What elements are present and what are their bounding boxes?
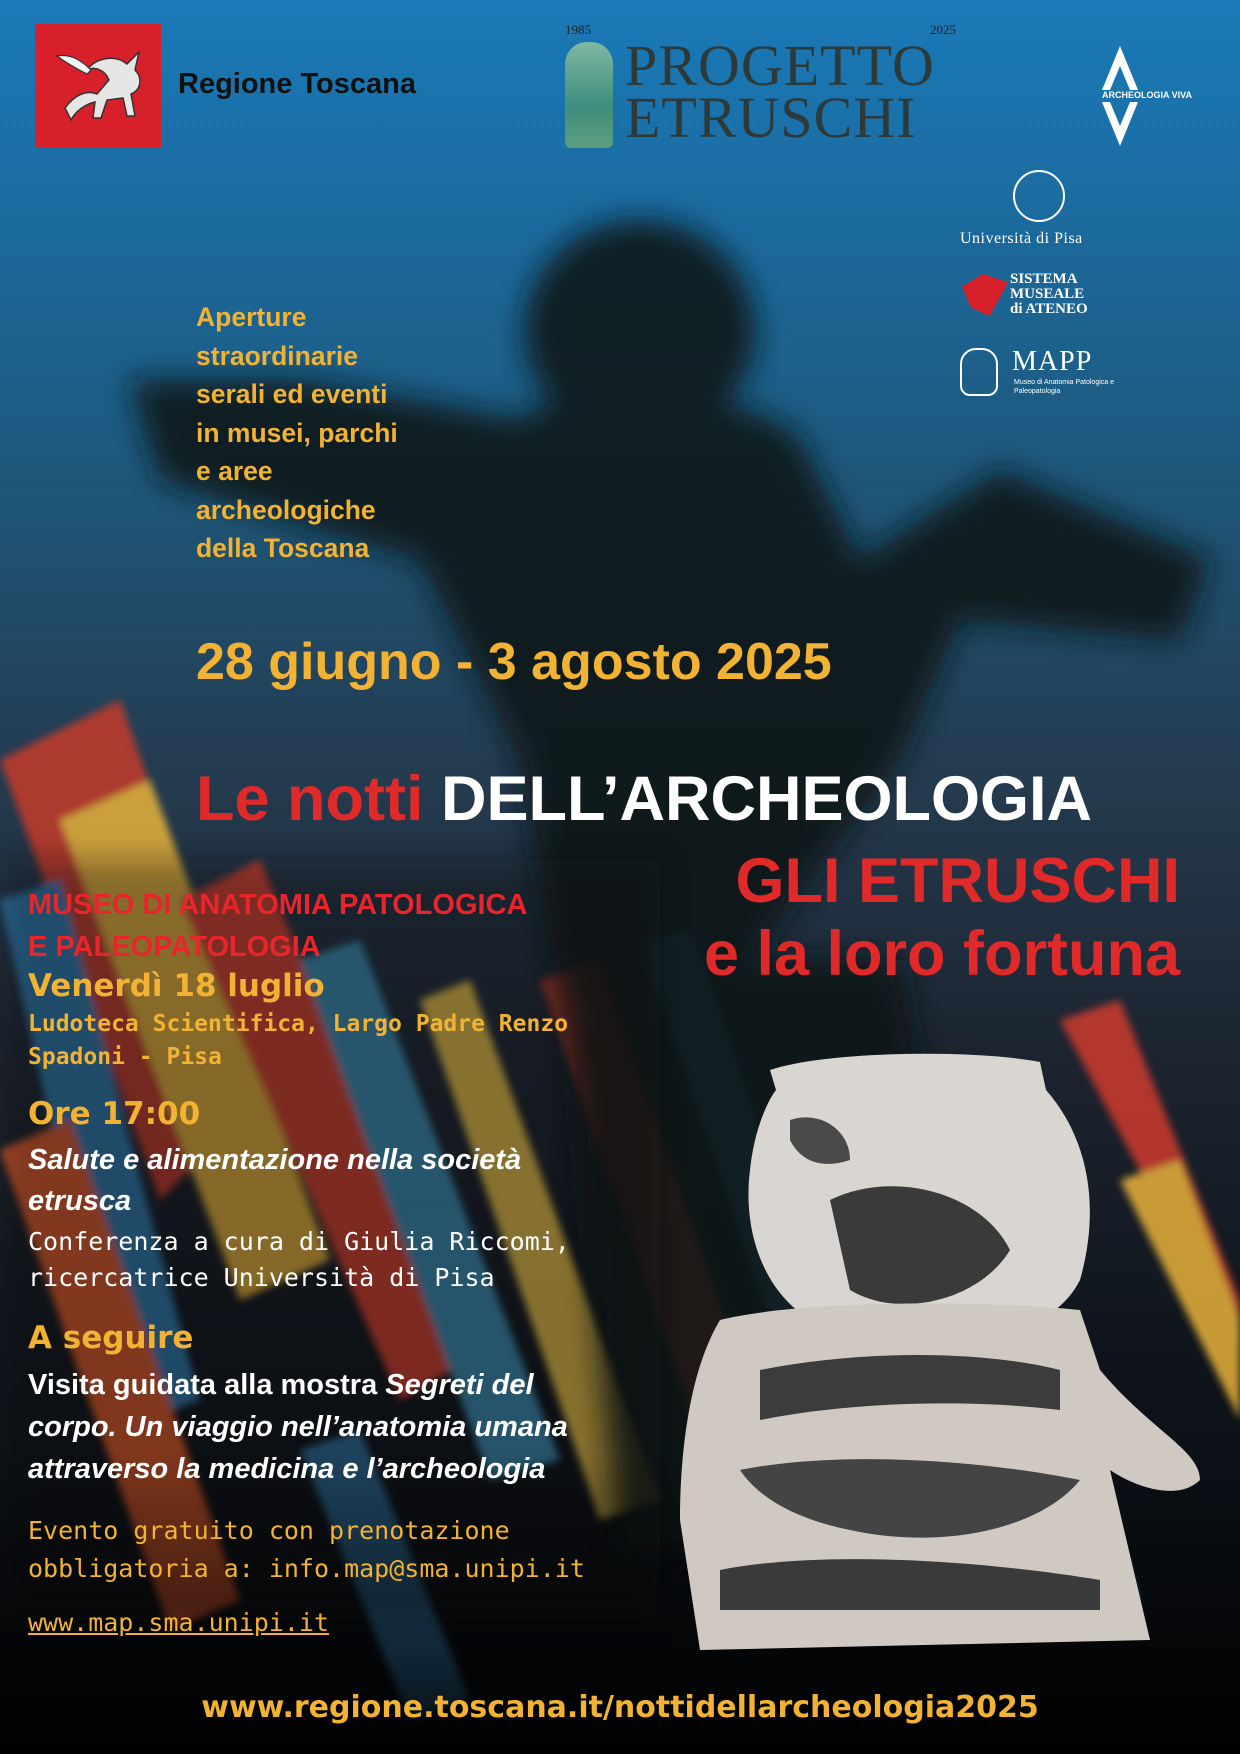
intro-line: della Toscana — [196, 533, 370, 563]
event-dates: 28 giugno - 3 agosto 2025 — [196, 633, 832, 691]
footer-website-link[interactable]: www.regione.toscana.it/nottidellarcheologia2025 — [201, 1690, 1039, 1725]
talk-title — [28, 1140, 521, 1222]
event-day: Venerdì 18 luglio — [28, 968, 325, 1004]
follow-heading: A seguire — [28, 1320, 194, 1356]
event-time: Ore 17:00 — [28, 1096, 201, 1132]
intro-line: Aperture — [196, 302, 307, 332]
talk-line1: Salute e alimentazione nella società — [28, 1144, 522, 1176]
title-line2: GLI ETRUSCHI — [735, 846, 1180, 916]
visit-title-2: corpo. Un viaggio nell’anatomia umana — [28, 1411, 568, 1443]
intro-line: serali ed eventi — [196, 379, 388, 409]
etruscan-statue-icon — [565, 42, 613, 148]
title-le-notti: Le notti — [196, 764, 424, 834]
skull-icon — [960, 348, 998, 396]
museum-name — [28, 884, 527, 968]
sma-line2: MUSEALE — [1010, 286, 1085, 302]
museum-line1: MUSEO DI ANATOMIA PATOLOGICA — [28, 889, 528, 921]
visit-title-1: Segreti del — [385, 1369, 534, 1401]
visit-line1 — [28, 1364, 568, 1406]
place-line2: Spadoni - Pisa — [28, 1044, 222, 1070]
mapp-name: MAPP — [1012, 346, 1093, 377]
mapp-subtitle: Museo di Anatomia Patologica e Paleopatologia — [1014, 379, 1115, 395]
intro-line: e aree — [196, 456, 273, 486]
museum-line2: E PALEOPATOLOGIA — [28, 931, 321, 963]
progetto-year-end: 2025 — [930, 22, 956, 37]
museum-website-link[interactable]: www.map.sma.unipi.it — [28, 1608, 330, 1637]
pegasus-icon — [35, 24, 161, 148]
talk-line2: etrusca — [28, 1185, 132, 1217]
booking-line2[interactable]: obbligatoria a: info.map@sma.unipi.it — [28, 1554, 585, 1583]
intro-line: in musei, parchi — [196, 417, 398, 448]
title-archeologia: DELL’ARCHEOLOGIA — [440, 764, 1092, 834]
unipi-seal-icon — [1013, 170, 1065, 222]
booking-line1: Evento gratuito con prenotazione — [28, 1516, 510, 1545]
visit-line3 — [28, 1448, 568, 1490]
sma-name — [1010, 272, 1088, 317]
title-line3: e la loro fortuna — [703, 919, 1180, 989]
unipi-name: Università di Pisa — [960, 230, 1083, 247]
speaker-line1: Conferenza a cura di Giulia Riccomi, — [28, 1227, 570, 1256]
place-line1: Ludoteca Scientifica, Largo Padre Renzo — [28, 1011, 569, 1037]
progetto-line2: ETRUSCHI — [625, 85, 917, 150]
booking-info — [28, 1512, 585, 1588]
visit-title-3: attraverso la medicina e l’archeologia — [28, 1453, 546, 1485]
etruscan-vase-illustration — [680, 1050, 1220, 1650]
sma-line3: di ATENEO — [1010, 301, 1088, 317]
talk-speaker — [28, 1224, 570, 1296]
intro-text — [196, 298, 496, 568]
intro-line: straordinarie — [196, 340, 359, 371]
sma-line1: SISTEMA — [1010, 271, 1078, 287]
visit-line2 — [28, 1406, 568, 1448]
title-line1 — [196, 762, 1092, 836]
progetto-year-start: 1985 — [565, 22, 591, 37]
speaker-line2: ricercatrice Università di Pisa — [28, 1263, 495, 1292]
intro-line: archeologiche — [196, 494, 376, 525]
visit-prefix: Visita guidata alla mostra — [28, 1369, 386, 1401]
progetto-line1: PROGETTO — [625, 33, 935, 98]
regione-toscana-name: Regione Toscana — [178, 68, 416, 100]
regione-toscana-logo — [35, 24, 161, 148]
event-place — [28, 1008, 568, 1074]
guided-visit — [28, 1364, 568, 1490]
progetto-etruschi-logo — [625, 33, 935, 150]
archeologia-viva-name: ARCHEOLOGIA VIVA — [1102, 90, 1193, 100]
